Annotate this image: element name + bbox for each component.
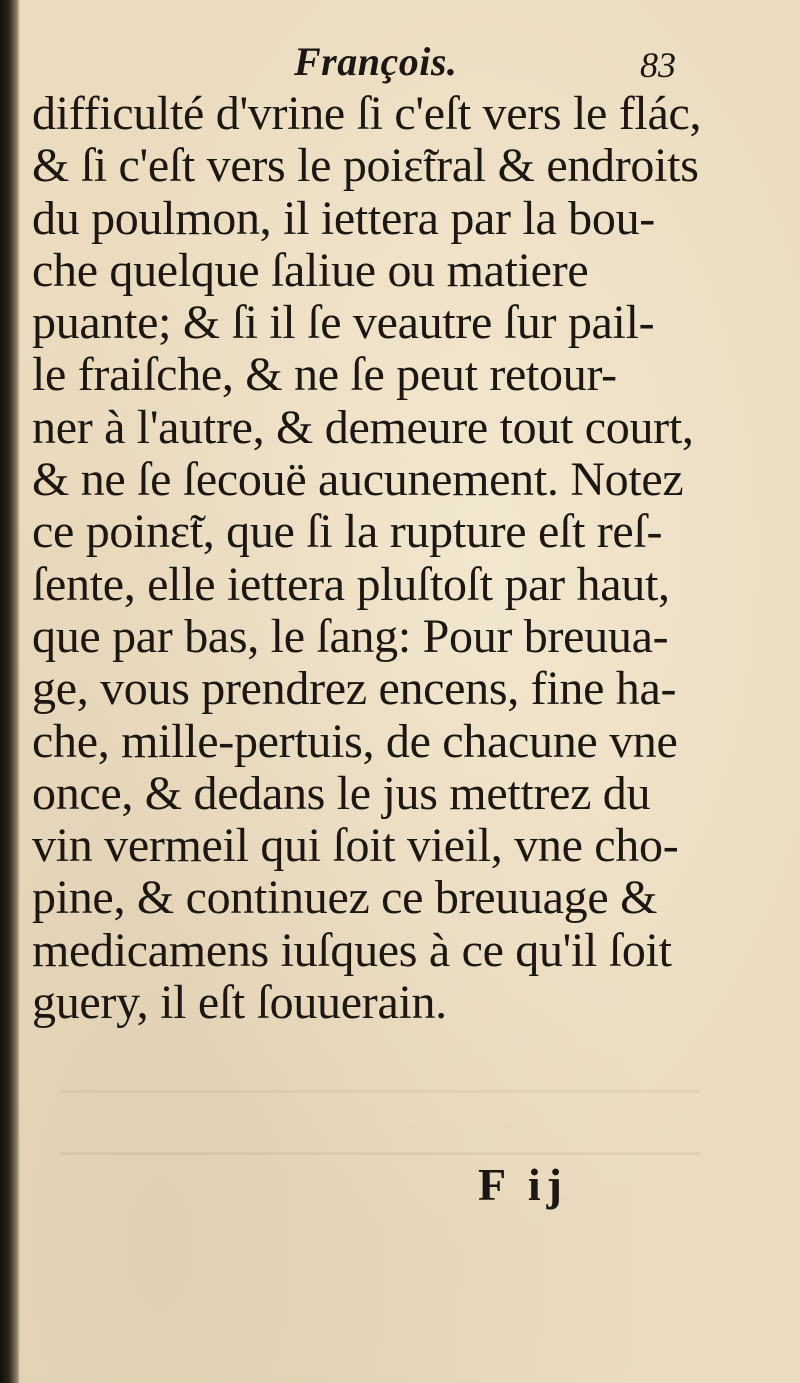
text-line-15: vin vermeil qui ſoit vieil, vne cho- <box>32 819 679 873</box>
text-line-7: ner à l'autre, & demeure tout court, <box>32 400 694 454</box>
book-gutter <box>0 0 20 1383</box>
text-line-14: once, & dedans le jus mettrez du <box>32 766 651 820</box>
text-line-5: puante; & ſi il ſe veautre ſur pail- <box>32 296 655 350</box>
text-line-1: difficulté d'vrine ſi c'eſt vers le flác, <box>32 87 702 140</box>
text-line-12: ge, vous prendrez encens, fine ha- <box>32 662 677 716</box>
running-head: François. <box>294 39 458 84</box>
text-line-6: le fraiſche, & ne ſe peut retour- <box>32 348 617 402</box>
text-line-9: ce poinɛ̃t, que ſi la rupture eſt reſ- <box>32 505 663 559</box>
show-through-bleed <box>60 1090 700 1210</box>
text-line-3: du poulmon, il iettera par la bou- <box>32 191 655 245</box>
text-line-8: & ne ſe ſecouë aucunement. Notez <box>32 453 684 507</box>
page-number: 83 <box>640 45 676 85</box>
signature-mark: F ij <box>478 1159 568 1210</box>
text-line-13: che, mille-pertuis, de chacune vne <box>32 714 678 768</box>
text-line-2: & ſi c'eſt vers le poiɛ̃tral & endroits <box>32 139 699 193</box>
text-line-16: pine, & continuez ce breuuage & <box>32 871 658 925</box>
text-line-17: medicamens iuſques à ce qu'il ſoit <box>32 923 672 977</box>
text-line-10: ſente, elle iettera pluſtoſt par haut, <box>32 557 670 611</box>
body-text <box>32 88 712 1029</box>
text-line-11: que par bas, le ſang: Pour breuua- <box>32 609 669 663</box>
text-line-18: guery, il eſt ſouuerain. <box>32 976 447 1030</box>
text-line-4: che quelque ſaliue ou matiere <box>32 243 589 297</box>
